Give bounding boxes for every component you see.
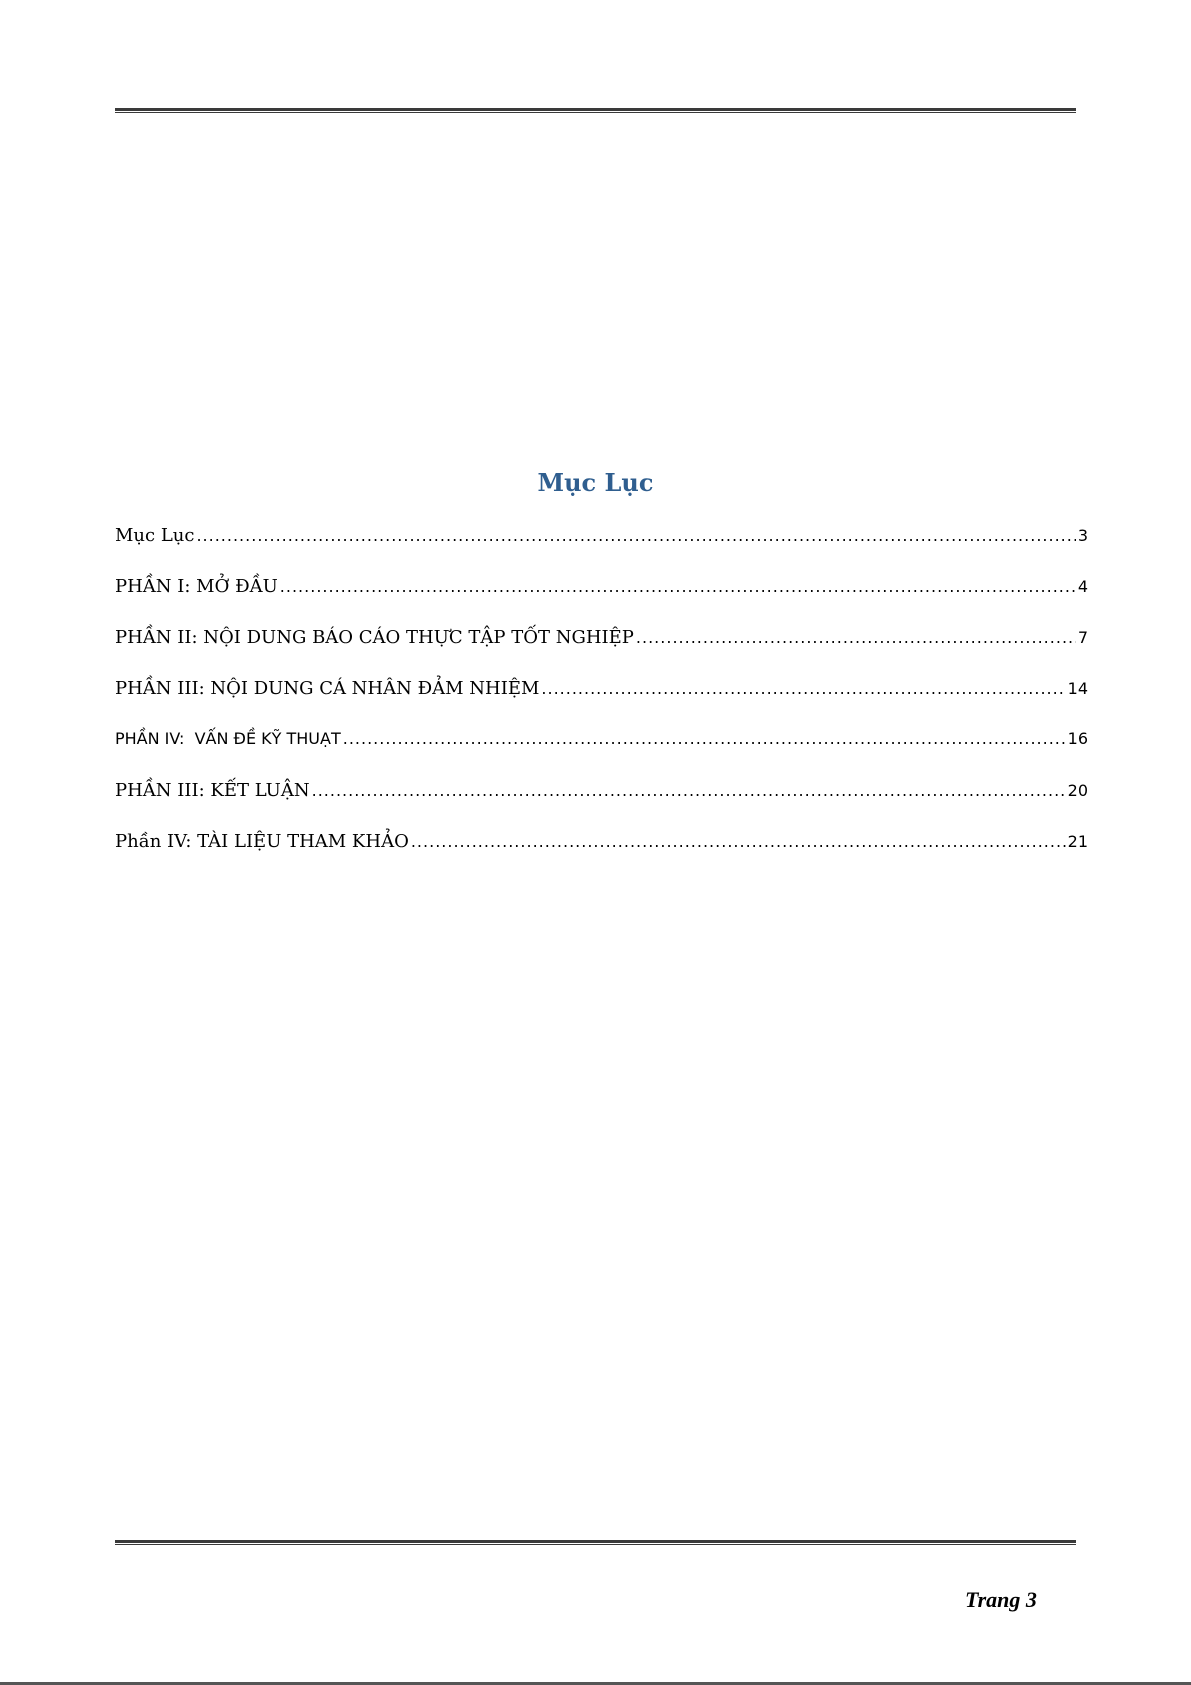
toc-dot-leader	[636, 628, 1076, 647]
toc-entry-label: Phần IV: TÀI LIỆU THAM KHẢO	[115, 831, 409, 852]
toc-entry-phan-1[interactable]	[115, 576, 1088, 627]
toc-entry-page: 16	[1067, 729, 1088, 748]
header-double-rule	[115, 108, 1076, 113]
toc-title: Mục Lục	[537, 468, 654, 497]
toc-entry-page: 21	[1067, 832, 1088, 851]
toc-entry-phan-3[interactable]	[115, 678, 1088, 729]
toc-entry-page: 14	[1067, 679, 1088, 698]
toc-dot-leader	[312, 781, 1066, 800]
toc-entry-tai-lieu[interactable]	[115, 831, 1088, 882]
toc-entry-label: PHẦN I: MỞ ĐẦU	[115, 576, 278, 597]
toc-entry-page: 4	[1077, 577, 1088, 596]
toc-entry-label: PHẦN III: KẾT LUẬN	[115, 780, 310, 801]
toc-dot-leader	[411, 832, 1066, 851]
footer-double-rule	[115, 1540, 1076, 1545]
toc-entry-label: PHẦN II: NỘI DUNG BÁO CÁO THỰC TẬP TỐT NGHIỆP	[115, 627, 634, 648]
toc-dot-leader	[343, 729, 1066, 748]
toc-entry-muc-luc[interactable]	[115, 525, 1088, 576]
toc-entry-phan-2[interactable]	[115, 627, 1088, 678]
toc-entry-page: 3	[1077, 526, 1088, 545]
toc-entry-label: PHẦN III: NỘI DUNG CÁ NHÂN ĐẢM NHIỆM	[115, 678, 540, 699]
toc-entry-label: PHẦN IV: VẤN ĐỀ KỸ THUẠT	[115, 729, 341, 748]
toc-entry-phan-4-ky-thuat[interactable]	[115, 729, 1088, 780]
page-number: Trang 3	[965, 1587, 1037, 1612]
toc-entry-label: Mục Lục	[115, 525, 195, 546]
toc-dot-leader	[541, 679, 1065, 698]
toc-entry-page: 7	[1077, 628, 1088, 647]
toc-dot-leader	[196, 526, 1075, 545]
toc-dot-leader	[280, 577, 1076, 596]
toc-entry-page: 20	[1067, 781, 1088, 800]
toc-entry-ket-luan[interactable]	[115, 780, 1088, 831]
table-of-contents	[115, 525, 1088, 882]
